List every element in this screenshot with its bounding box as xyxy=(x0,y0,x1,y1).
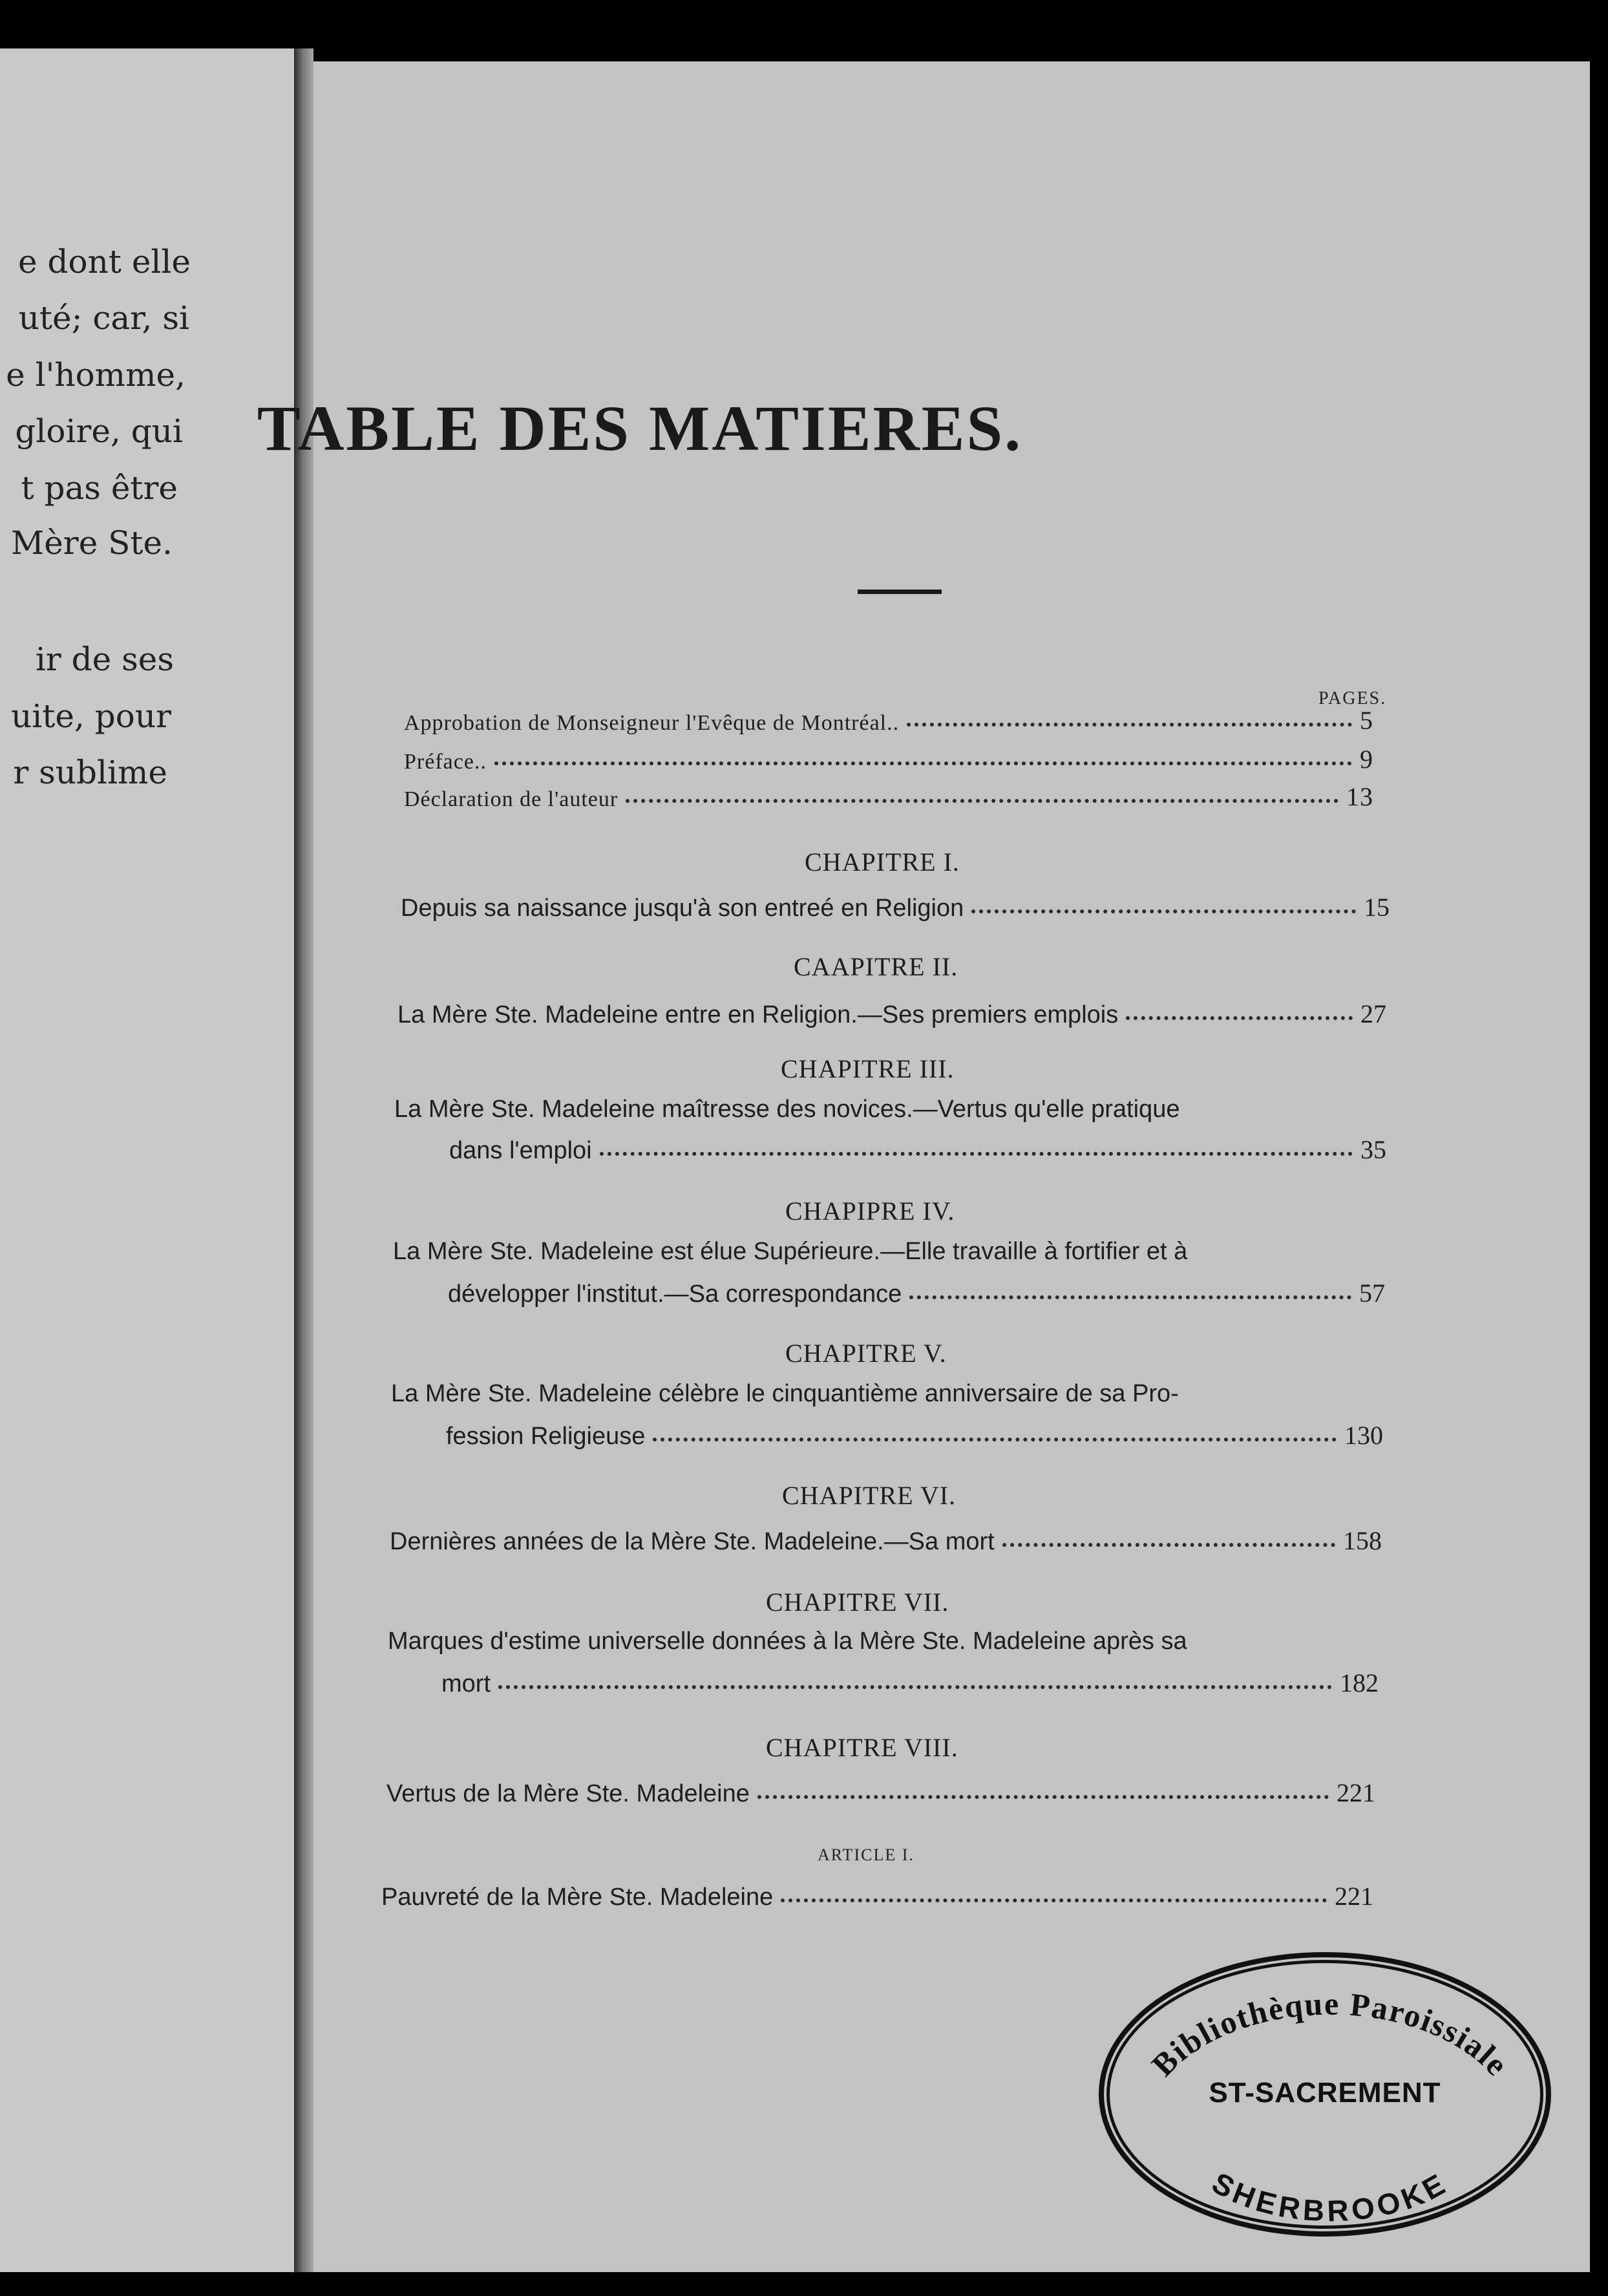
svg-text:Bibliothèque Paroissiale xyxy=(1145,1985,1516,2083)
article-entry xyxy=(381,1878,1373,1911)
chapter-entry xyxy=(386,1774,1375,1808)
chapter-entry-label: Vertus de la Mère Ste. Madeleine xyxy=(386,1780,750,1807)
left-page-line: r sublime xyxy=(13,754,167,791)
chapter-entry-label: fession Religieuse xyxy=(446,1423,646,1450)
chapter-heading: CHAPIPRE IV. xyxy=(785,1196,955,1226)
dot-leader xyxy=(907,723,1352,727)
chapter-entry-label: dans l'emploi xyxy=(449,1137,592,1164)
dot-leader xyxy=(781,1898,1327,1902)
chapter-entry xyxy=(441,1664,1379,1698)
chapter-entry xyxy=(446,1417,1383,1451)
chapter-entry xyxy=(449,1131,1386,1165)
toc-entry-page: 5 xyxy=(1360,706,1373,735)
dot-leader xyxy=(1002,1543,1335,1547)
chapter-entry-page: 182 xyxy=(1340,1668,1379,1697)
chapter-entry-label: Dernières années de la Mère Ste. Madeleine.—Sa mort xyxy=(390,1528,995,1555)
toc-entry-label: Déclaration de l'auteur xyxy=(404,787,619,811)
book-gutter xyxy=(294,48,313,2272)
chapter-entry-label: La Mère Ste. Madeleine entre en Religion.—Ses premiers emplois xyxy=(397,1001,1119,1028)
chapter-entry-label: mort xyxy=(441,1670,491,1697)
chapter-heading: CHAPITRE I. xyxy=(805,847,960,877)
dot-leader xyxy=(498,1685,1332,1689)
left-page-line: t pas être xyxy=(21,469,178,507)
left-page-line: uté; car, si xyxy=(18,299,189,337)
chapter-entry-line: Marques d'estime universelle données à la Mère Ste. Madeleine après sa xyxy=(388,1628,1187,1655)
chapter-entry-page: 35 xyxy=(1360,1135,1386,1164)
library-stamp xyxy=(1099,1952,1551,2237)
chapter-heading: CHAPITRE VII. xyxy=(766,1588,949,1617)
chapter-entry-label: développer l'institut.—Sa correspondance xyxy=(448,1281,902,1308)
chapter-heading: CHAPITRE III. xyxy=(781,1054,955,1083)
toc-entry-approbation xyxy=(404,705,1373,736)
chapter-entry xyxy=(401,889,1390,922)
toc-entry-page: 9 xyxy=(1360,745,1373,774)
svg-text:SHERBROOKE xyxy=(1207,2165,1454,2227)
chapter-entry-page: 57 xyxy=(1359,1279,1385,1308)
chapter-heading: CHAPITRE VI. xyxy=(782,1481,957,1510)
chapter-entry-page: 221 xyxy=(1337,1778,1375,1807)
dot-leader xyxy=(653,1438,1337,1441)
stamp-top-text: Bibliothèque Paroissiale xyxy=(1144,1985,1516,2083)
chapter-heading: CHAPITRE V. xyxy=(785,1339,947,1368)
dot-leader xyxy=(600,1152,1353,1156)
toc-entry-page: 13 xyxy=(1346,782,1373,811)
left-page-line: e dont elle xyxy=(18,243,191,281)
left-page-line: ir de ses xyxy=(35,641,174,678)
dot-leader xyxy=(1126,1016,1353,1020)
article-entry-page: 221 xyxy=(1335,1882,1373,1911)
dot-leader xyxy=(757,1795,1329,1799)
chapter-entry-page: 27 xyxy=(1360,999,1386,1028)
article-heading: ARTICLE I. xyxy=(818,1845,915,1864)
pages-column-label: PAGES. xyxy=(1318,688,1387,708)
stamp-bottom-text: SHERBROOKE xyxy=(1206,2165,1454,2228)
chapter-entry xyxy=(390,1522,1382,1556)
chapter-entry xyxy=(448,1275,1385,1308)
chapter-heading: CHAPITRE VIII. xyxy=(766,1733,958,1762)
chapter-entry-label: Depuis sa naissance jusqu'à son entreé en Religion xyxy=(401,895,964,922)
chapter-entry-line: La Mère Ste. Madeleine est élue Supérieure.—Elle travaille à fortifier et à xyxy=(393,1238,1188,1265)
left-page-line: uite, pour xyxy=(11,697,171,735)
chapter-entry-page: 158 xyxy=(1343,1526,1382,1555)
scan-border xyxy=(0,2272,1608,2296)
chapter-entry xyxy=(397,995,1386,1029)
article-entry-label: Pauvreté de la Mère Ste. Madeleine xyxy=(381,1884,774,1911)
left-page-line: e l'homme, xyxy=(6,356,185,394)
toc-entry-preface xyxy=(404,743,1373,774)
title-rule xyxy=(858,590,942,594)
left-page xyxy=(0,48,294,2272)
dot-leader xyxy=(626,799,1338,803)
stamp-center-text: ST-SACREMENT xyxy=(1209,2077,1441,2109)
dot-leader xyxy=(971,909,1356,913)
dot-leader xyxy=(909,1295,1351,1299)
toc-entry-label: Préface.. xyxy=(404,750,487,774)
toc-entry-label: Approbation de Monseigneur l'Evêque de Montréal.. xyxy=(404,711,900,735)
chapter-entry-line: La Mère Ste. Madeleine maîtresse des novices.—Vertus qu'elle pratique xyxy=(394,1096,1180,1123)
left-page-line: Mère Ste. xyxy=(11,524,173,562)
chapter-entry-line: La Mère Ste. Madeleine célèbre le cinquantième anniversaire de sa Pro- xyxy=(391,1380,1179,1407)
dot-leader xyxy=(494,761,1352,765)
chapter-entry-page: 15 xyxy=(1364,893,1390,922)
chapter-heading: CAAPITRE II. xyxy=(794,952,958,981)
chapter-entry-page: 130 xyxy=(1344,1421,1383,1450)
left-page-line: gloire, qui xyxy=(15,412,183,450)
toc-entry-declaration xyxy=(404,781,1373,812)
page-title: TABLE DES MATIERES. xyxy=(257,392,1023,464)
